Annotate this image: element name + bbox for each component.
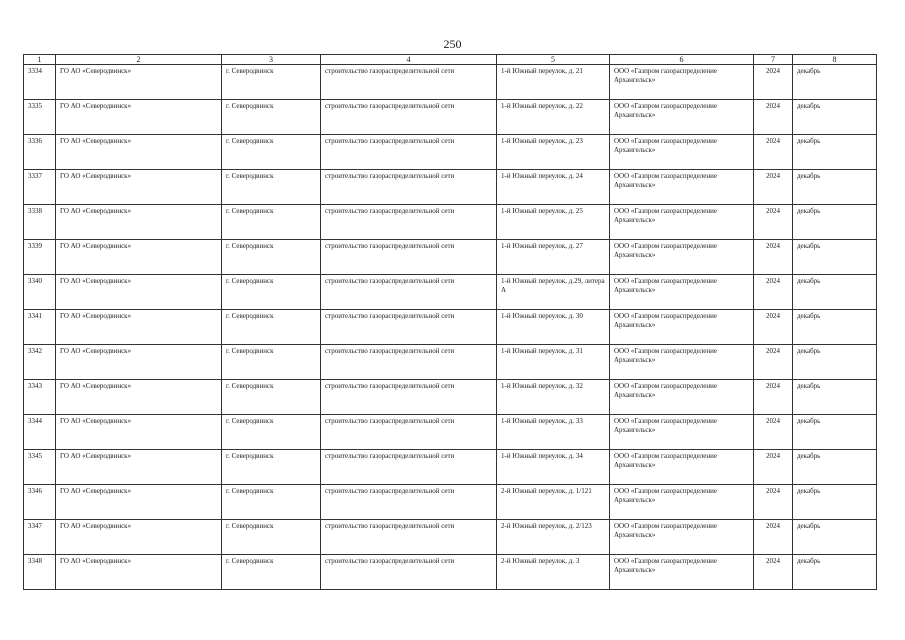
cell-organization: ООО «Газпром газораспределение Архангельск» [610, 345, 754, 380]
cell-work-type: строительство газораспределительной сети [321, 380, 497, 415]
table-row [24, 345, 877, 380]
cell-number: 3346 [24, 485, 56, 520]
cell-address: 1-й Южный переулок, д. 33 [497, 415, 610, 450]
table-row [24, 275, 877, 310]
cell-organization: ООО «Газпром газораспределение Архангельск» [610, 380, 754, 415]
cell-municipality: ГО АО «Северодвинск» [56, 135, 222, 170]
table-row [24, 520, 877, 555]
cell-settlement: г. Северодвинск [222, 345, 321, 380]
cell-settlement: г. Северодвинск [222, 520, 321, 555]
cell-month: декабрь [793, 65, 877, 100]
cell-municipality: ГО АО «Северодвинск» [56, 345, 222, 380]
cell-year: 2024 [754, 520, 793, 555]
cell-number: 3345 [24, 450, 56, 485]
column-header-1: 1 [24, 55, 56, 65]
cell-month: декабрь [793, 450, 877, 485]
cell-number: 3334 [24, 65, 56, 100]
column-header-3: 3 [222, 55, 321, 65]
column-header-6: 6 [610, 55, 754, 65]
cell-month: декабрь [793, 380, 877, 415]
cell-organization: ООО «Газпром газораспределение Архангельск» [610, 135, 754, 170]
table-body [24, 65, 877, 590]
table-row [24, 380, 877, 415]
cell-settlement: г. Северодвинск [222, 240, 321, 275]
table-row [24, 135, 877, 170]
cell-settlement: г. Северодвинск [222, 555, 321, 590]
table-row [24, 310, 877, 345]
cell-address: 1-й Южный переулок, д. 23 [497, 135, 610, 170]
cell-month: декабрь [793, 205, 877, 240]
cell-work-type: строительство газораспределительной сети [321, 205, 497, 240]
cell-organization: ООО «Газпром газораспределение Архангельск» [610, 415, 754, 450]
cell-work-type: строительство газораспределительной сети [321, 170, 497, 205]
table-header [24, 55, 877, 65]
cell-settlement: г. Северодвинск [222, 415, 321, 450]
cell-work-type: строительство газораспределительной сети [321, 520, 497, 555]
cell-year: 2024 [754, 205, 793, 240]
cell-address: 1-й Южный переулок, д. 27 [497, 240, 610, 275]
cell-work-type: строительство газораспределительной сети [321, 310, 497, 345]
cell-work-type: строительство газораспределительной сети [321, 275, 497, 310]
cell-year: 2024 [754, 135, 793, 170]
cell-number: 3344 [24, 415, 56, 450]
cell-organization: ООО «Газпром газораспределение Архангельск» [610, 310, 754, 345]
cell-work-type: строительство газораспределительной сети [321, 345, 497, 380]
cell-month: декабрь [793, 415, 877, 450]
cell-number: 3343 [24, 380, 56, 415]
cell-address: 1-й Южный переулок, д. 25 [497, 205, 610, 240]
cell-settlement: г. Северодвинск [222, 485, 321, 520]
cell-work-type: строительство газораспределительной сети [321, 450, 497, 485]
cell-month: декабрь [793, 485, 877, 520]
cell-organization: ООО «Газпром газораспределение Архангельск» [610, 450, 754, 485]
cell-work-type: строительство газораспределительной сети [321, 415, 497, 450]
cell-municipality: ГО АО «Северодвинск» [56, 555, 222, 590]
cell-address: 2-й Южный переулок, д. 3 [497, 555, 610, 590]
cell-organization: ООО «Газпром газораспределение Архангельск» [610, 205, 754, 240]
cell-year: 2024 [754, 415, 793, 450]
cell-address: 1-й Южный переулок, д. 30 [497, 310, 610, 345]
cell-municipality: ГО АО «Северодвинск» [56, 450, 222, 485]
table-row [24, 170, 877, 205]
cell-address: 1-й Южный переулок, д. 32 [497, 380, 610, 415]
cell-organization: ООО «Газпром газораспределение Архангельск» [610, 275, 754, 310]
cell-address: 2-й Южный переулок, д. 1/121 [497, 485, 610, 520]
cell-organization: ООО «Газпром газораспределение Архангельск» [610, 485, 754, 520]
cell-municipality: ГО АО «Северодвинск» [56, 380, 222, 415]
cell-year: 2024 [754, 345, 793, 380]
cell-year: 2024 [754, 380, 793, 415]
cell-month: декабрь [793, 100, 877, 135]
table-row [24, 205, 877, 240]
table-row [24, 485, 877, 520]
cell-year: 2024 [754, 170, 793, 205]
column-header-2: 2 [56, 55, 222, 65]
cell-organization: ООО «Газпром газораспределение Архангельск» [610, 240, 754, 275]
cell-number: 3347 [24, 520, 56, 555]
cell-municipality: ГО АО «Северодвинск» [56, 275, 222, 310]
cell-municipality: ГО АО «Северодвинск» [56, 240, 222, 275]
cell-settlement: г. Северодвинск [222, 135, 321, 170]
cell-year: 2024 [754, 275, 793, 310]
cell-municipality: ГО АО «Северодвинск» [56, 310, 222, 345]
cell-work-type: строительство газораспределительной сети [321, 135, 497, 170]
cell-month: декабрь [793, 170, 877, 205]
page-number: 250 [443, 37, 462, 51]
cell-number: 3335 [24, 100, 56, 135]
cell-address: 1-й Южный переулок, д. 22 [497, 100, 610, 135]
cell-work-type: строительство газораспределительной сети [321, 65, 497, 100]
cell-settlement: г. Северодвинск [222, 205, 321, 240]
cell-work-type: строительство газораспределительной сети [321, 485, 497, 520]
cell-year: 2024 [754, 310, 793, 345]
cell-number: 3338 [24, 205, 56, 240]
cell-number: 3339 [24, 240, 56, 275]
cell-address: 1-й Южный переулок, д. 31 [497, 345, 610, 380]
cell-year: 2024 [754, 555, 793, 590]
cell-municipality: ГО АО «Северодвинск» [56, 170, 222, 205]
cell-municipality: ГО АО «Северодвинск» [56, 415, 222, 450]
cell-year: 2024 [754, 485, 793, 520]
cell-settlement: г. Северодвинск [222, 170, 321, 205]
registry-table [23, 54, 877, 590]
column-header-4: 4 [321, 55, 497, 65]
cell-number: 3341 [24, 310, 56, 345]
table-row [24, 65, 877, 100]
cell-organization: ООО «Газпром газораспределение Архангельск» [610, 170, 754, 205]
cell-month: декабрь [793, 240, 877, 275]
cell-settlement: г. Северодвинск [222, 310, 321, 345]
cell-month: декабрь [793, 520, 877, 555]
cell-number: 3336 [24, 135, 56, 170]
table-row [24, 555, 877, 590]
table-row [24, 240, 877, 275]
cell-municipality: ГО АО «Северодвинск» [56, 205, 222, 240]
cell-year: 2024 [754, 65, 793, 100]
column-header-7: 7 [754, 55, 793, 65]
table-row [24, 450, 877, 485]
cell-number: 3340 [24, 275, 56, 310]
cell-month: декабрь [793, 345, 877, 380]
cell-organization: ООО «Газпром газораспределение Архангельск» [610, 555, 754, 590]
cell-work-type: строительство газораспределительной сети [321, 240, 497, 275]
cell-organization: ООО «Газпром газораспределение Архангельск» [610, 100, 754, 135]
cell-number: 3337 [24, 170, 56, 205]
cell-work-type: строительство газораспределительной сети [321, 555, 497, 590]
column-header-5: 5 [497, 55, 610, 65]
cell-municipality: ГО АО «Северодвинск» [56, 520, 222, 555]
cell-municipality: ГО АО «Северодвинск» [56, 65, 222, 100]
cell-number: 3342 [24, 345, 56, 380]
cell-settlement: г. Северодвинск [222, 100, 321, 135]
header-row [24, 55, 877, 65]
cell-organization: ООО «Газпром газораспределение Архангельск» [610, 520, 754, 555]
cell-address: 1-й Южный переулок, д. 21 [497, 65, 610, 100]
column-header-8: 8 [793, 55, 877, 65]
cell-municipality: ГО АО «Северодвинск» [56, 485, 222, 520]
table-row [24, 100, 877, 135]
cell-municipality: ГО АО «Северодвинск» [56, 100, 222, 135]
cell-year: 2024 [754, 100, 793, 135]
cell-year: 2024 [754, 450, 793, 485]
cell-address: 1-й Южный переулок, д. 34 [497, 450, 610, 485]
cell-year: 2024 [754, 240, 793, 275]
cell-address: 1-й Южный переулок, д. 24 [497, 170, 610, 205]
cell-organization: ООО «Газпром газораспределение Архангельск» [610, 65, 754, 100]
cell-month: декабрь [793, 135, 877, 170]
cell-address: 2-й Южный переулок, д. 2/123 [497, 520, 610, 555]
cell-work-type: строительство газораспределительной сети [321, 100, 497, 135]
cell-address: 1-й Южный переулок, д.29, литера А [497, 275, 610, 310]
cell-settlement: г. Северодвинск [222, 380, 321, 415]
cell-month: декабрь [793, 275, 877, 310]
cell-month: декабрь [793, 310, 877, 345]
cell-month: декабрь [793, 555, 877, 590]
cell-settlement: г. Северодвинск [222, 275, 321, 310]
table-row [24, 415, 877, 450]
cell-settlement: г. Северодвинск [222, 450, 321, 485]
cell-settlement: г. Северодвинск [222, 65, 321, 100]
cell-number: 3348 [24, 555, 56, 590]
